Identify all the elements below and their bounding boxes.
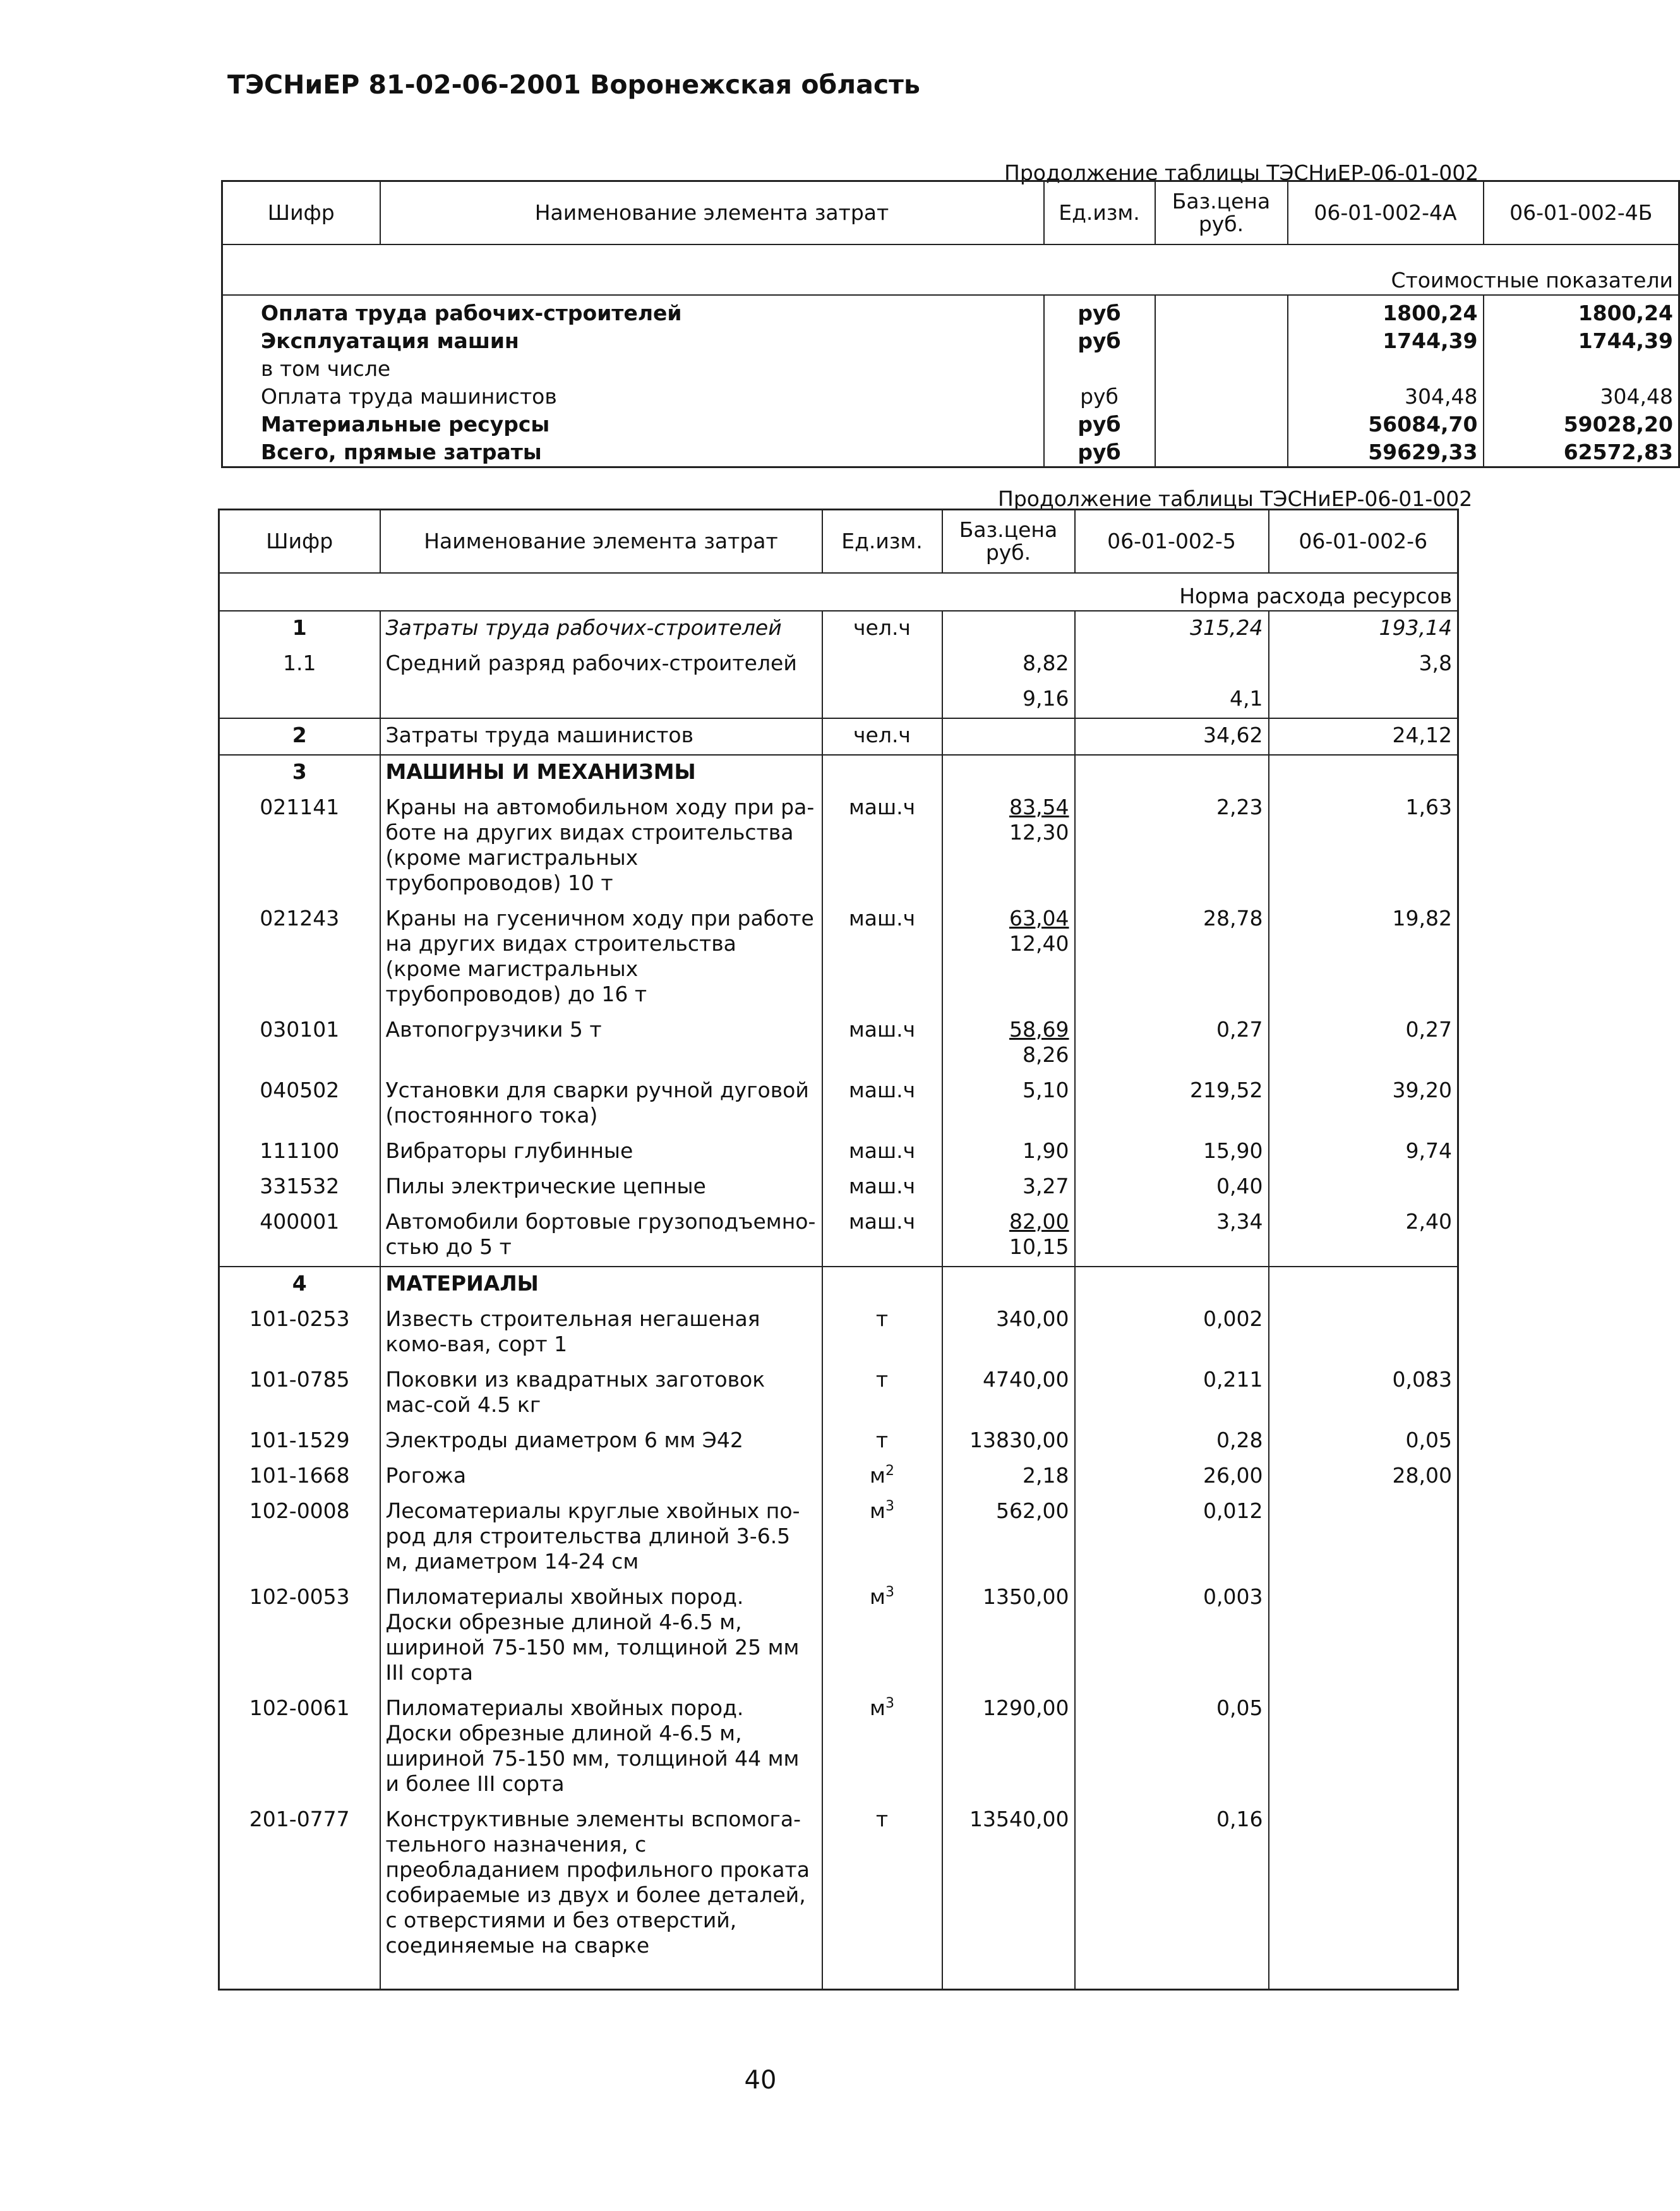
- row-code: 101-0785: [219, 1363, 380, 1424]
- row-price-sub: 12,30: [1009, 819, 1069, 845]
- row-unit: [822, 791, 942, 902]
- cost-indicators-table: [221, 180, 1680, 468]
- row-value-5: 0,16: [1075, 1803, 1269, 1965]
- row-price-main: 4740,00: [983, 1366, 1069, 1392]
- row-unit: руб: [1044, 383, 1155, 411]
- row-base-price: [942, 718, 1075, 755]
- row-value-6: [1269, 1170, 1458, 1205]
- table-row: [219, 1303, 1458, 1363]
- row-code: 021141: [219, 791, 380, 902]
- row-base-price: [1155, 411, 1288, 438]
- row-value-5: 0,28: [1075, 1424, 1269, 1459]
- row-value-4a: 1744,39: [1288, 327, 1484, 355]
- table-row: [222, 438, 1679, 467]
- row-code: [219, 682, 380, 718]
- header-code: Шифр: [219, 510, 380, 573]
- header-col-4a: 06-01-002-4А: [1288, 181, 1484, 244]
- row-price-main: 562,00: [996, 1498, 1069, 1523]
- row-value-5: 0,27: [1075, 1013, 1269, 1074]
- row-price-main: 1290,00: [983, 1695, 1069, 1720]
- row-name: Оплата труда машинистов: [222, 383, 1044, 411]
- row-name: Автопогрузчики 5 т: [380, 1013, 822, 1074]
- row-value-4a: 59629,33: [1288, 438, 1484, 467]
- document-title: ТЭСНиЕР 81-02-06-2001 Воронежская область: [227, 69, 920, 100]
- row-value-6: 0,083: [1392, 1366, 1452, 1392]
- row-name: МАТЕРИАЛЫ: [380, 1267, 822, 1303]
- row-unit: [822, 1170, 942, 1205]
- row-price-main: 2,18: [1023, 1462, 1069, 1488]
- row-value-6: 193,14: [1379, 615, 1452, 640]
- spacer-cell: [380, 1965, 822, 1990]
- table-row: [219, 1074, 1458, 1135]
- row-price-main: 3,27: [1023, 1173, 1069, 1198]
- row-unit: [822, 902, 942, 1013]
- row-unit: [822, 1363, 942, 1424]
- row-price-main: 9,16: [1023, 685, 1069, 711]
- table-row: [219, 1459, 1458, 1495]
- row-base-price: [942, 1170, 1075, 1205]
- row-price-main: 8,82: [1023, 650, 1069, 675]
- table-row: [219, 755, 1458, 791]
- row-base-price: [942, 1205, 1075, 1267]
- row-unit: [822, 1581, 942, 1692]
- row-unit: [822, 1692, 942, 1803]
- header-unit: Ед.изм.: [1044, 181, 1155, 244]
- row-code: 102-0053: [219, 1581, 380, 1692]
- row-value-5: [1075, 755, 1269, 791]
- row-base-price: [942, 1803, 1075, 1965]
- row-base-price: [942, 1692, 1075, 1803]
- row-unit-sup: 3: [885, 1498, 894, 1514]
- table-row: [219, 1170, 1458, 1205]
- row-name: Краны на гусеничном ходу при работе на других видах строительства (кроме магистральных трубопроводов) до 16 т: [380, 902, 822, 1013]
- row-value-6: [1269, 755, 1458, 791]
- row-value-4a: [1288, 355, 1484, 383]
- header-col-5: 06-01-002-5: [1075, 510, 1269, 573]
- row-unit: [822, 1205, 942, 1267]
- row-unit-text: т: [875, 1306, 889, 1331]
- row-unit-text: т: [875, 1806, 889, 1831]
- header-base-price: Баз.цена руб.: [1155, 181, 1288, 244]
- row-code: 1.1: [219, 647, 380, 682]
- row-name: Вибраторы глубинные: [380, 1135, 822, 1170]
- row-price-main: 82,00: [1009, 1208, 1069, 1234]
- table-row: [219, 791, 1458, 902]
- row-value-4b: 1744,39: [1578, 328, 1673, 353]
- row-unit-text: маш.ч: [848, 1016, 916, 1042]
- row-value-6: [1269, 1267, 1458, 1303]
- row-value-5: 0,40: [1075, 1170, 1269, 1205]
- table-row: [219, 1581, 1458, 1692]
- row-value-5: [1075, 1267, 1269, 1303]
- row-base-price: [942, 791, 1075, 902]
- row-value-6: 19,82: [1392, 905, 1452, 931]
- row-value-6: 0,27: [1405, 1016, 1452, 1042]
- table-row: [219, 1013, 1458, 1074]
- row-value-6: [1269, 1803, 1458, 1965]
- row-code: 102-0008: [219, 1495, 380, 1581]
- table-row: [219, 1495, 1458, 1581]
- row-value-6: [1269, 1692, 1458, 1803]
- row-value-4b: 62572,83: [1563, 439, 1673, 464]
- row-unit-text: м: [870, 1462, 885, 1488]
- row-value-6: 24,12: [1269, 718, 1458, 755]
- row-price-main: 340,00: [996, 1306, 1069, 1331]
- row-unit-text: маш.ч: [848, 1138, 916, 1163]
- row-base-price: [942, 1013, 1075, 1074]
- row-unit: [822, 611, 942, 647]
- row-value-5: 0,211: [1075, 1363, 1269, 1424]
- row-value-5: 0,003: [1075, 1581, 1269, 1692]
- row-name: в том числе: [222, 355, 1044, 383]
- table-row: [219, 718, 1458, 755]
- row-unit: руб: [1044, 438, 1155, 467]
- row-value-6: 1,63: [1405, 794, 1452, 819]
- row-value-5: 3,34: [1075, 1205, 1269, 1267]
- row-code: 102-0061: [219, 1692, 380, 1803]
- row-price-main: 1,90: [1023, 1138, 1069, 1163]
- row-price-main: 83,54: [1009, 794, 1069, 819]
- table-row: [222, 355, 1679, 383]
- row-unit: [822, 1135, 942, 1170]
- row-base-price: [1155, 438, 1288, 467]
- row-unit: [822, 1303, 942, 1363]
- row-price-main: 13830,00: [969, 1427, 1069, 1452]
- row-unit-text: м: [870, 1584, 885, 1609]
- row-base-price: [942, 1495, 1075, 1581]
- row-name: Автомобили бортовые грузоподъемно-стью до 5 т: [380, 1205, 822, 1267]
- row-code: 4: [219, 1267, 380, 1303]
- header-col-4b: 06-01-002-4Б: [1484, 181, 1679, 244]
- table-row: [219, 682, 1458, 718]
- row-code: 101-1529: [219, 1424, 380, 1459]
- row-base-price: [942, 1267, 1075, 1303]
- row-unit-text: чел.ч: [853, 615, 911, 640]
- row-base-price: [1155, 327, 1288, 355]
- row-name: Пиломатериалы хвойных пород. Доски обрезные длиной 4-6.5 м, шириной 75-150 мм, толщиной 44 мм и более III сорта: [380, 1692, 822, 1803]
- row-value-6: [1269, 1495, 1458, 1581]
- row-value-4a: 56084,70: [1288, 411, 1484, 438]
- row-value-6: [1269, 1303, 1458, 1363]
- row-base-price: [942, 647, 1075, 682]
- row-name: Электроды диаметром 6 мм Э42: [380, 1424, 822, 1459]
- table-row: [222, 295, 1679, 327]
- table-row: [219, 1363, 1458, 1424]
- table-row: [219, 902, 1458, 1013]
- row-name: Затраты труда рабочих-строителей: [380, 611, 822, 647]
- row-code: 3: [219, 755, 380, 791]
- row-unit-text: маш.ч: [848, 1173, 916, 1198]
- row-unit: руб: [1044, 295, 1155, 327]
- row-value-5: 34,62: [1075, 718, 1269, 755]
- row-value-6: 3,8: [1419, 650, 1452, 675]
- row-value-6: 39,20: [1392, 1077, 1452, 1102]
- row-unit-text: маш.ч: [848, 794, 916, 819]
- row-base-price: [942, 755, 1075, 791]
- row-base-price: [942, 1363, 1075, 1424]
- row-base-price: [942, 1303, 1075, 1363]
- row-price-main: 13540,00: [969, 1806, 1069, 1831]
- table-row: [219, 1424, 1458, 1459]
- row-code: 400001: [219, 1205, 380, 1267]
- row-price-sub: 8,26: [1023, 1042, 1069, 1067]
- row-name: Пиломатериалы хвойных пород. Доски обрезные длиной 4-6.5 м, шириной 75-150 мм, толщиной 25 мм III сорта: [380, 1581, 822, 1692]
- row-unit: [822, 1013, 942, 1074]
- header-name: Наименование элемента затрат: [380, 181, 1044, 244]
- row-code: 101-0253: [219, 1303, 380, 1363]
- row-value-5: [1075, 647, 1269, 682]
- row-unit-text: т: [875, 1427, 889, 1452]
- table1-continuation-label: Продолжение таблицы ТЭСНиЕР-06-01-002: [1004, 160, 1479, 185]
- row-unit-text: маш.ч: [848, 1077, 916, 1102]
- row-unit: [822, 1803, 942, 1965]
- row-price-main: 63,04: [1009, 905, 1069, 931]
- row-name: Эксплуатация машин: [222, 327, 1044, 355]
- row-value-5: 0,002: [1075, 1303, 1269, 1363]
- row-name: Средний разряд рабочих-строителей: [380, 647, 822, 682]
- row-value-6: 0,05: [1405, 1427, 1452, 1452]
- row-unit-text: маш.ч: [848, 1208, 916, 1234]
- resource-norms-table: [218, 509, 1459, 1991]
- row-unit-sup: 2: [885, 1462, 894, 1479]
- row-value-4b: 59028,20: [1563, 411, 1673, 437]
- row-unit: руб: [1044, 411, 1155, 438]
- row-name: Краны на автомобильном ходу при ра-боте на других видах строительства (кроме магистральных трубопроводов) 10 т: [380, 791, 822, 902]
- table-row: [219, 1267, 1458, 1303]
- section-label: Стоимостные показатели: [222, 244, 1679, 295]
- table2-continuation-label: Продолжение таблицы ТЭСНиЕР-06-01-002: [998, 486, 1473, 511]
- table-row: [219, 1692, 1458, 1803]
- row-name: Установки для сварки ручной дуговой (постоянного тока): [380, 1074, 822, 1135]
- table-row: [219, 1135, 1458, 1170]
- row-code: 101-1668: [219, 1459, 380, 1495]
- row-unit: [1044, 355, 1155, 383]
- row-value-5: 219,52: [1075, 1074, 1269, 1135]
- row-name: [380, 682, 822, 718]
- row-unit-text: м: [870, 1498, 885, 1523]
- header-col-6: 06-01-002-6: [1269, 510, 1458, 573]
- row-code: 331532: [219, 1170, 380, 1205]
- row-base-price: [942, 1581, 1075, 1692]
- row-value-4b: 1800,24: [1578, 300, 1673, 325]
- row-base-price: [942, 682, 1075, 718]
- row-value-4b: [1484, 355, 1679, 383]
- row-name: Рогожа: [380, 1459, 822, 1495]
- row-value-4b: 304,48: [1600, 383, 1673, 409]
- header-unit: Ед.изм.: [822, 510, 942, 573]
- row-value-4a: 1800,24: [1288, 295, 1484, 327]
- table-row: [222, 411, 1679, 438]
- header-base-price: Баз.цена руб.: [942, 510, 1075, 573]
- table-row: [219, 647, 1458, 682]
- row-unit: [822, 1424, 942, 1459]
- row-unit: [822, 1459, 942, 1495]
- header-code: Шифр: [222, 181, 380, 244]
- row-unit-text: т: [875, 1366, 889, 1392]
- row-base-price: [1155, 295, 1288, 327]
- header-name: Наименование элемента затрат: [380, 510, 822, 573]
- row-code: 040502: [219, 1074, 380, 1135]
- spacer-cell: [942, 1965, 1075, 1990]
- spacer-cell: [219, 1965, 380, 1990]
- row-name: Оплата труда рабочих-строителей: [222, 295, 1044, 327]
- row-value-6: 28,00: [1392, 1462, 1452, 1488]
- page-number: 40: [744, 2066, 777, 2095]
- row-value-5: 315,24: [1075, 611, 1269, 647]
- row-code: 030101: [219, 1013, 380, 1074]
- table-row: [219, 1205, 1458, 1267]
- row-name: Поковки из квадратных заготовок мас-сой 4.5 кг: [380, 1363, 822, 1424]
- row-value-5: 2,23: [1075, 791, 1269, 902]
- row-unit: [822, 647, 942, 682]
- row-code: 2: [219, 718, 380, 755]
- row-name: Пилы электрические цепные: [380, 1170, 822, 1205]
- row-base-price: [942, 1424, 1075, 1459]
- row-unit: [822, 1074, 942, 1135]
- row-price-main: 5,10: [1023, 1077, 1069, 1102]
- spacer-cell: [1075, 1965, 1269, 1990]
- row-value-5: 15,90: [1075, 1135, 1269, 1170]
- row-unit: [822, 1267, 942, 1303]
- row-price-main: 1350,00: [983, 1584, 1069, 1609]
- spacer-cell: [822, 1965, 942, 1990]
- row-unit-text: м: [870, 1695, 885, 1720]
- row-name: Известь строительная негашеная комо-вая, сорт 1: [380, 1303, 822, 1363]
- row-base-price: [942, 611, 1075, 647]
- row-base-price: [942, 1074, 1075, 1135]
- row-value-5: 28,78: [1075, 902, 1269, 1013]
- row-unit-sup: 3: [885, 1584, 894, 1600]
- spacer-cell: [1269, 1965, 1458, 1990]
- row-value-4a: 304,48: [1288, 383, 1484, 411]
- row-base-price: [1155, 383, 1288, 411]
- row-base-price: [1155, 355, 1288, 383]
- row-name: МАШИНЫ И МЕХАНИЗМЫ: [380, 755, 822, 791]
- row-unit: [822, 755, 942, 791]
- row-unit-text: чел.ч: [853, 722, 911, 747]
- row-unit: [822, 718, 942, 755]
- row-unit: [822, 682, 942, 718]
- row-name: Лесоматериалы круглые хвойных по-род для строительства длиной 3-6.5 м, диаметром 14-24 см: [380, 1495, 822, 1581]
- table-spacer-row: [219, 1965, 1458, 1990]
- row-price-sub: 12,40: [1009, 931, 1069, 956]
- row-code: 021243: [219, 902, 380, 1013]
- row-base-price: [942, 902, 1075, 1013]
- table-row: [222, 327, 1679, 355]
- row-value-5: 0,05: [1075, 1692, 1269, 1803]
- row-value-5: 4,1: [1075, 682, 1269, 718]
- row-value-6: [1269, 1581, 1458, 1692]
- row-unit: [822, 1495, 942, 1581]
- row-name: Всего, прямые затраты: [222, 438, 1044, 467]
- row-code: 1: [219, 611, 380, 647]
- row-price-main: 58,69: [1009, 1016, 1069, 1042]
- row-code: 111100: [219, 1135, 380, 1170]
- row-code: 201-0777: [219, 1803, 380, 1965]
- row-name: Конструктивные элементы вспомога-тельного назначения, с преобладанием профильного проката собираемые из двух и более деталей, с отверстиями и без отверстий, соединяемые на сварке: [380, 1803, 822, 1965]
- row-value-5: 26,00: [1075, 1459, 1269, 1495]
- row-unit-sup: 3: [885, 1695, 894, 1711]
- row-name: Затраты труда машинистов: [380, 718, 822, 755]
- row-value-6: 2,40: [1405, 1208, 1452, 1234]
- table-row: [219, 611, 1458, 647]
- row-value-6: [1269, 682, 1458, 718]
- row-base-price: [942, 1459, 1075, 1495]
- row-name: Материальные ресурсы: [222, 411, 1044, 438]
- row-price-sub: 10,15: [1009, 1234, 1069, 1259]
- row-base-price: [942, 1135, 1075, 1170]
- section-label: Норма расхода ресурсов: [219, 573, 1458, 611]
- row-value-6: 9,74: [1405, 1138, 1452, 1163]
- table-row: [219, 1803, 1458, 1965]
- row-unit-text: маш.ч: [848, 905, 916, 931]
- row-unit: руб: [1044, 327, 1155, 355]
- table-row: [222, 383, 1679, 411]
- row-value-5: 0,012: [1075, 1495, 1269, 1581]
